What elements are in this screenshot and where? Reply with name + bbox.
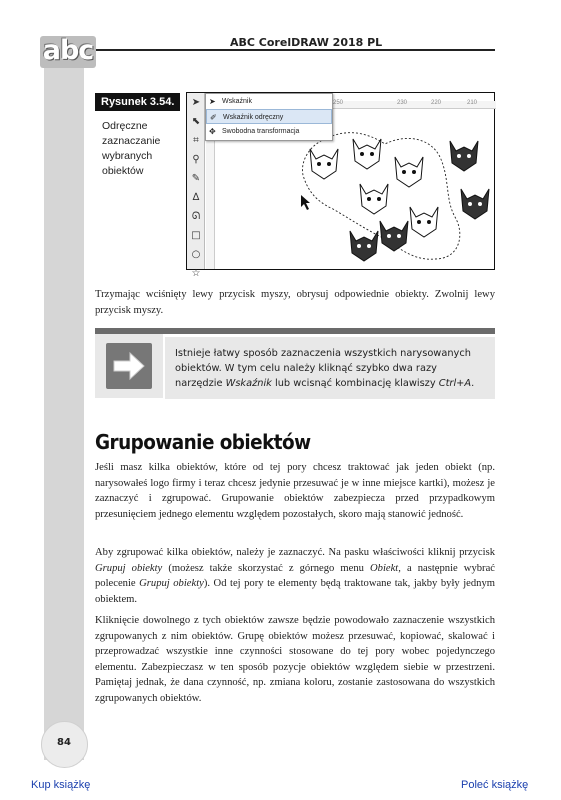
rectangle-tool-icon: □ [191,230,201,241]
arrow-right-icon [106,343,152,389]
cat-head-icon [450,141,478,171]
pointer-tool-icon: ➤ [191,97,201,108]
section-paragraph-2 [95,545,495,607]
cat-head-icon [353,139,381,169]
freehand-pointer-icon: ✐ [210,113,217,122]
section-paragraph-1: Jeśli masz kilka obiektów, które od tej pory chcesz traktować jak jeden obiekt (np. narysowałeś logo firmy i teraz chcesz jedynie przesuwać je w inne miejsce kartki), możesz je zaznaczyć i zgrupować. Grupowanie obiektów zabezpiecza przed przypadkowym przesunięciem jednego elementu względem pozostałych, skoro mają stanowić jedność. [95,462,495,520]
paragraph-text-part: Aby zgrupować kilka obiektów, należy je zaznaczyć. Na pasku właściwości kliknij przycisk [95,547,495,558]
note-icon-box [95,334,163,398]
cat-head-icon [380,221,408,251]
section-heading: Grupowanie obiektów [95,430,311,454]
freehand-tool-icon: ✎ [191,173,201,184]
flyout-item-label: Swobodna transformacja [222,128,300,135]
free-transform-icon: ✥ [209,127,216,136]
crop-tool-icon: ⌗ [193,135,199,146]
ruler-number: 250 [333,100,344,106]
spiral-tool-icon: ᘏ [191,211,201,222]
paragraph-emphasis: Grupuj obiekty [95,562,163,574]
side-margin-bar [44,60,84,760]
note-emphasis: Ctrl+A [438,378,472,389]
shape-tool-icon: ⬉ [191,116,201,127]
paragraph-text-part: (możesz także skorzystać z górnego menu [162,562,371,574]
note-emphasis: Wskaźnik [225,378,272,389]
toolbox [187,93,205,279]
ruler-number: 210 [467,100,478,106]
header-rule [84,49,495,51]
ellipse-tool-icon: ○ [191,249,201,260]
flyout-item-label: Wskaźnik odręczny [223,114,284,121]
cat-head-icon [360,184,388,214]
ruler-number: 230 [397,100,408,106]
zoom-tool-icon: ⚲ [192,154,200,165]
abc-logo: abc [40,36,96,68]
artistic-media-icon: ∆ [192,192,200,203]
note-text [165,337,495,399]
buy-book-link[interactable]: Kup książkę [31,779,91,791]
page-number: 84 [57,737,71,748]
paragraph-emphasis: Obiekt [370,562,399,574]
figure-caption-box [95,92,185,179]
note-text-part: Istnieje łatwy sposób zaznaczenia wszystkich narysowanych obiektów. W tym celu należy kliknąć szybko dwa razy narzędzie [175,348,471,389]
note-text-part: . [471,378,475,389]
ruler-number: 220 [431,100,442,106]
pointer-flyout-menu [205,93,333,141]
flyout-item-label: Wskaźnik [222,98,252,105]
paragraph-emphasis: Grupuj obiekty [139,578,204,589]
flyout-item-freehand-pointer[interactable] [206,109,332,124]
recommend-book-link[interactable]: Poleć książkę [461,779,529,791]
section-paragraph-3: Kliknięcie dowolnego z tych obiektów zawsze będzie powodowało zaznaczenie wszystkich zgrupowanych z nim obiektów. Grupę obiektów możesz przesuwać, kopiować, skalować i przeprowadzać wszystkie inne czynności stosowane do tej pory wobec pojedynczego elementu. Zabezpieczasz w ten sposób pozycje obiektów względem siebie w przestrzeni. Pamiętaj jednak, że dana czynność, np. zmiana koloru, zostanie zastosowana do wszystkich zgrupowanych obiektów. [95,615,495,704]
polygon-tool-icon: ☆ [191,268,201,279]
cat-head-icon [461,189,489,219]
flyout-item-free-transform[interactable] [206,124,332,139]
book-title: ABC CorelDRAW 2018 PL [230,36,383,49]
corel-screenshot [186,92,495,279]
flyout-item-pointer[interactable] [206,94,332,109]
note-text-part: lub wcisnąć kombinację klawiszy [271,378,439,389]
figure-label: Rysunek 3.54. [95,93,180,111]
paragraph-text-part: ). Od tej pory te elementy będą traktowane tak, jakby były jednym obiektem. [95,578,496,605]
cat-head-icon [410,207,438,237]
cat-head-icon [310,149,338,179]
cat-head-icon [395,157,423,187]
figure-caption: Odręczne zaznaczanie wybranych obiektów [102,120,161,177]
paragraph-text-part: , a następnie wybrać polecenie [95,562,495,589]
cat-head-icon [350,231,378,261]
mouse-cursor-icon [301,195,310,210]
intro-paragraph: Trzymając wciśnięty lewy przycisk myszy, obrysuj odpowiednie obiekty. Zwolnij lewy przycisk myszy. [95,289,495,316]
pointer-icon: ➤ [209,97,216,106]
